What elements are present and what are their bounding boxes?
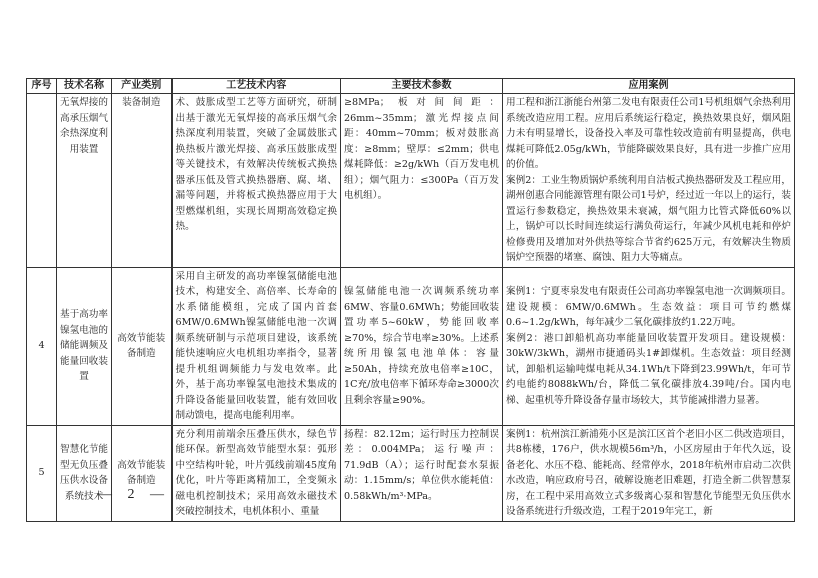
header-content: 工艺技术内容 xyxy=(172,79,341,94)
row-no: 5 xyxy=(27,425,57,521)
row-params: 扬程：82.12m；运行时压力控制误差：0.004MPa；运行噪声：71.9dB（A）；运行时配套水泵振动：1.15mm/s；单位供水能耗值：0.58kWh/m³·MPa。 xyxy=(341,425,503,521)
row-category: 高效节能装备制造 xyxy=(112,267,172,425)
row-content: 术、鼓胀成型工艺等方面研究，研制出基于激光无氧焊接的高承压烟气余热深度利用装置，突破了金属鼓胀式换热板片激光焊接、高承压鼓胀成型等关键技术，有效解决传统板式换热器承压低及管式换热器磨、腐、堵、漏等问题，并将板式换热器应用于大型燃煤机组，实现长周期高效稳定换热。 xyxy=(172,94,341,268)
row-cases xyxy=(503,425,795,521)
row-tech-name: 智慧化节能型无负压叠压供水设备系统技术 xyxy=(57,425,112,521)
header-tech-name: 技术名称 xyxy=(57,79,112,94)
table-header-row xyxy=(27,79,795,94)
header-params: 主要技术参数 xyxy=(341,79,503,94)
table-row xyxy=(27,267,795,425)
row-category: 高效节能装备制造 xyxy=(112,425,172,521)
case-item: 案例2：港口卸船机高功率能量回收装置开发项目。建设规模：30kW/3kWh，湖州市捷通码头1#卸煤机。生态效益：项目经测试，卸船机运输吨煤电耗从34.1Wh/t下降到23.99Wh/t，年可节约电能约8088kWh/台，降低二氧化碳排放4.39吨/台。国内电梯、起重机等升降设备存量市场较大，其节能减排潜力显著。 xyxy=(506,332,791,406)
case-item: 案例2：工业生物质锅炉系统利用自洁板式换热器研发及工程应用，湖州创惠合同能源管理有限公司1号炉，经过近一年以上的运行，装置运行参数稳定，换热效果未衰减，烟气阻力比管式降低60%以上，锅炉可以长时间连续运行满负荷运行，年减少风机电耗和停炉检修费用及增加对外供热等综合节省约625万元，有效解决生物质锅炉空预器的堵塞、腐蚀、阻力大等痛点。 xyxy=(506,174,791,263)
header-category: 产业类别 xyxy=(112,79,172,94)
page-number: — 2 — xyxy=(98,487,170,502)
row-no xyxy=(27,94,57,268)
case-item: 用工程和浙江浙能台州第二发电有限责任公司1号机组烟气余热利用系统改造应用工程。应用后系统运行稳定，换热效果良好，烟风阻力未有明显增长，设备投入率及可靠性较改造前有明显提高，供电煤耗可降低2.05g/kWh，节能降碳效果良好，具有进一步推广应用的价值。 xyxy=(506,97,791,170)
case-item: 案例1：杭州滨江新浦苑小区是滨江区首个老旧小区二供改造项目，共8栋楼，176户，供水规模56m³/h，小区房屋由于年代久远，设备老化、水压不稳、能耗高、经常停水，2018年杭州市启动二次供水改造，响应政府号召，破解设施老旧难题，打造全新二供智慧泵房，在工程中采用高效立式多级离心泵和智慧化节能型无负压供水设备系统进行升级改造，工程于2019年完工，新 xyxy=(506,428,791,517)
row-cases xyxy=(503,267,795,425)
table-row xyxy=(27,425,795,521)
row-category: 装备制造 xyxy=(112,94,172,268)
technology-table xyxy=(26,78,795,522)
row-tech-name: 基于高功率镍氢电池的储能调频及能量回收装置 xyxy=(57,267,112,425)
row-cases xyxy=(503,94,795,268)
row-tech-name: 无氧焊接的高承压烟气余热深度利用装置 xyxy=(57,94,112,268)
row-content: 采用自主研发的高功率镍氢储能电池技术，构建安全、高倍率、长寿命的水系储能模组，完成了国内首套6MW/0.6MWh镍氢储能电池一次调频系统研制与示范项目建设，该系统能快速响应火电机组功率指令，显著提升机组调频能力与发电效率。此外，基于高功率镍氢电池技术集成的升降设备能量回收装置，能有效回收制动馈电，提高电能利用率。 xyxy=(172,267,341,425)
table-row xyxy=(27,94,795,268)
row-no: 4 xyxy=(27,267,57,425)
header-cases: 应用案例 xyxy=(503,79,795,94)
row-params: ≥8MPa；板对间间距：26mm~35mm；激光焊接点间距：40mm~70mm；板对鼓胀高度：≥8mm；壁厚：≤2mm；供电煤耗降低：≥2g/kWh（百万发电机组）；烟气阻力：≤300Pa（百万发电机组）。 xyxy=(341,94,503,268)
row-params: 镍氢储能电池一次调频系统功率6MW、容量0.6MWh；势能回收装置功率5~60kW，势能回收率≥70%，综合节电率≥30%。上述系统所用镍氢电池单体：容量≥50Ah，持续充放电倍率≥10C，1C充/放电倍率下循环寿命≥3000次且剩余容量≥90%。 xyxy=(341,267,503,425)
header-no: 序号 xyxy=(27,79,57,94)
row-content: 充分利用前端余压叠压供水，绿色节能环保。新型高效节能型水泵：弧形中空结构叶轮，叶片弧线前端45度角优化，叶片等距离精加工，全变频永磁电机控制技术；采用高效永磁技术突破控制技术，电机体积小、重量 xyxy=(172,425,341,521)
case-item: 案例1：宁夏枣泉发电有限责任公司高功率镍氢电池一次调频项目。建设规模：6MW/0.6MWh。生态效益：项目可节约燃煤0.6~1.2g/kWh，每年减少二氧化碳排放约1.22万吨。 xyxy=(506,286,791,328)
